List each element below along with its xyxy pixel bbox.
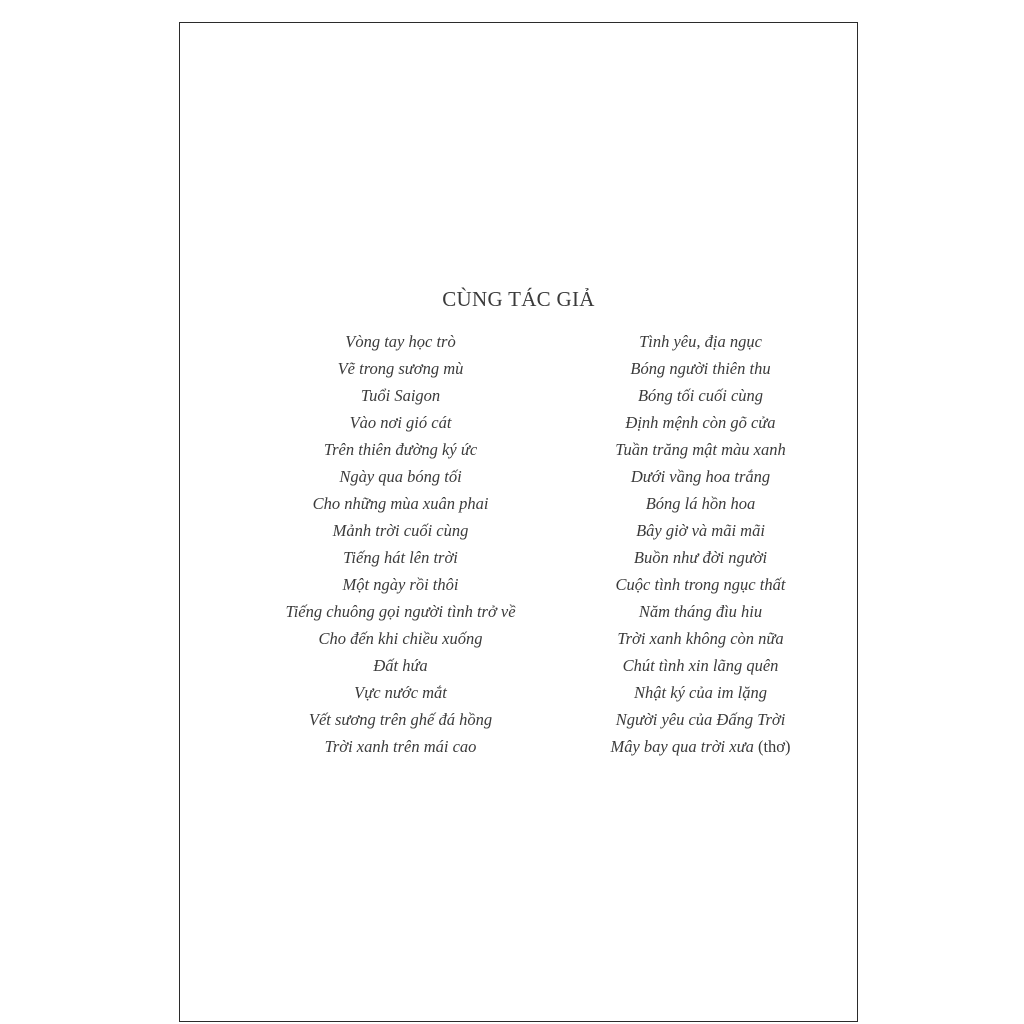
page-heading: CÙNG TÁC GIẢ <box>442 287 595 311</box>
book-title: Trên thiên đường ký ức <box>323 440 478 459</box>
book-title: Tuần trăng mật màu xanh <box>615 440 786 459</box>
book-title: Năm tháng đìu hiu <box>638 602 763 621</box>
book-title: Bóng lá hồn hoa <box>645 494 756 513</box>
book-title: Tiếng hát lên trời <box>343 548 458 567</box>
book-title: Vòng tay học trò <box>345 332 456 351</box>
book-title: Ngày qua bóng tối <box>339 467 462 486</box>
title-list-left <box>278 328 523 760</box>
book-title: Chút tình xin lãng quên <box>622 656 779 675</box>
book-title: Tuổi Saigon <box>360 386 441 405</box>
book-title: Tình yêu, địa ngục <box>639 332 762 351</box>
genre-suffix: (thơ) <box>757 737 791 756</box>
book-title: Vực nước mắt <box>354 683 447 702</box>
book-title: Mảnh trời cuối cùng <box>332 521 469 540</box>
book-title: Bây giờ và mãi mãi <box>636 521 765 540</box>
book-title: Đất hứa <box>373 656 428 675</box>
book-title: Bóng người thiên thu <box>630 359 771 378</box>
book-title: Mây bay qua trời xưa <box>610 737 754 756</box>
book-title: Nhật ký của im lặng <box>634 683 767 702</box>
book-title: Dưới vầng hoa trắng <box>630 467 771 486</box>
book-title: Người yêu của Đấng Trời <box>615 710 786 729</box>
book-title: Định mệnh còn gõ cửa <box>625 413 776 432</box>
book-title: Buồn như đời người <box>633 548 768 567</box>
book-title: Một ngày rồi thôi <box>342 575 459 594</box>
book-title: Cuộc tình trong ngục thất <box>615 575 786 594</box>
book-title: Tiếng chuông gọi người tình trở về <box>285 602 516 621</box>
book-title: Cho đến khi chiều xuống <box>318 629 483 648</box>
book-title: Bóng tối cuối cùng <box>637 386 764 405</box>
title-list-right <box>548 328 853 760</box>
book-title: Trời xanh trên mái cao <box>324 737 477 756</box>
book-page <box>179 22 858 1022</box>
book-title-with-suffix <box>548 733 853 760</box>
book-title: Vẽ trong sương mù <box>337 359 464 378</box>
book-title: Trời xanh không còn nữa <box>617 629 784 648</box>
book-title: Vết sương trên ghế đá hồng <box>308 710 493 729</box>
book-title: Cho những mùa xuân phai <box>312 494 489 513</box>
book-title: Vào nơi gió cát <box>349 413 452 432</box>
